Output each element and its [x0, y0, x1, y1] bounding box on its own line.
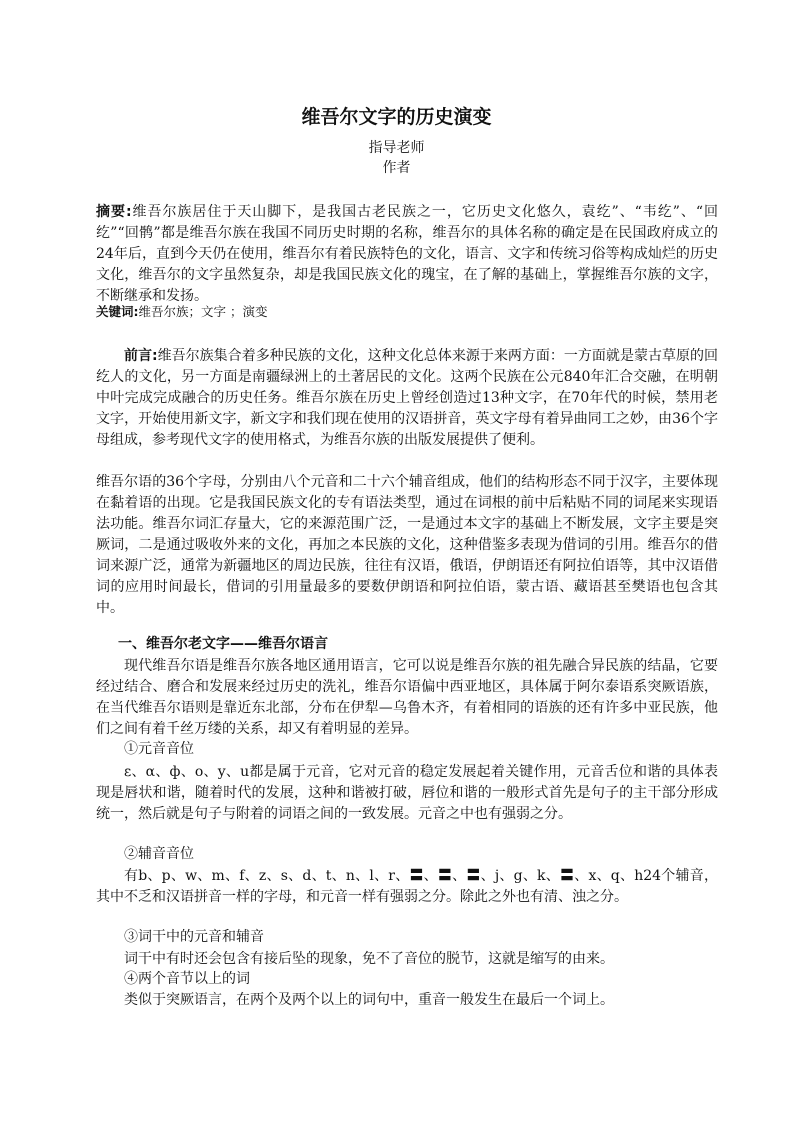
- advisor-line: 指导老师: [368, 140, 425, 156]
- preface-text: 维吾尔族集合着多种民族的文化，这种文化总体来源于来两方面：一方面就是蒙古草原的回纥人的文化，另一方面是南疆绿洲上的土著居民的文化。这两个民族在公元840年汇合交融，在明朝中叶完成完成融合的历史任务。维吾尔族在历史上曾经创造过13种文字，在70年代的时候，禁用老文字，开始使用新文字，新文字和我们现在使用的汉语拼音，英文字母有着异曲同工之妙，由36个字母组成，参考现代文字的使用格式，为维吾尔族的出版发展提供了便利。: [96, 348, 718, 448]
- abstract-label: 摘要:: [96, 204, 132, 220]
- item-heading-syllables: ④两个音节以上的词: [124, 971, 250, 987]
- preface-paragraph: [96, 346, 718, 451]
- keywords-line: [96, 303, 718, 321]
- item-text-consonants: 有b、p、w、m、f、z、s、d、t、n、l、r、〓、〓、〓、j、g、k、〓、x、q、h24个辅音，其中不乏和汉语拼音一样的字母，和元音一样有强弱之分。除此之外也有清、浊之分。: [96, 868, 718, 905]
- author-line: 作者: [382, 160, 411, 176]
- item-heading-stem: ③词干中的元音和辅音: [124, 929, 264, 945]
- keywords-label: 关键词:: [96, 304, 139, 319]
- item-text-vowels: ε、α、ф、o、y、u都是属于元音，它对元音的稳定发展起着关键作用，元音舌位和谐的具体表现是唇状和谐，随着时代的发展，这种和谐被打破，唇位和谐的一般形式首先是句子的主干部分形成统一，然后就是句子与附着的词语之间的一致发展。元音之中也有强弱之分。: [96, 764, 718, 822]
- body-paragraph: 维吾尔语的36个字母，分别由八个元音和二十六个辅音组成，他们的结构形态不同于汉字，主要体现在黏着语的出现。它是我国民族文化的专有语法类型，通过在词根的前中后粘贴不同的词尾来实现语法功能。维吾尔词汇存量大，它的来源范围广泛，一是通过本文字的基础上不断发展，文字主要是突厥词，二是通过吸收外来的文化，再加之本民族的文化，这种借鉴多表现为借词的引用。维吾尔的借词来源广泛，通常为新疆地区的周边民族，往往有汉语，俄语，伊朗语还有阿拉伯语等，其中汉语借词的应用时间最长，借词的引用量最多的要数伊朗语和阿拉伯语，蒙古语、藏语甚至樊语也包含其中。: [96, 474, 718, 616]
- item-heading-consonants: ②辅音音位: [124, 846, 194, 862]
- section-paragraph: 现代维吾尔语是维吾尔族各地区通用语言，它可以说是维吾尔族的祖先融合异民族的结晶，它要经过结合、磨合和发展来经过历史的洗礼，维吾尔语偏中西亚地区，具体属于阿尔泰语系突厥语族，在当代维吾尔语则是靠近东北部，分布在伊犁—乌鲁木齐，有着相同的语族的还有许多中亚民族，他们之间有着千丝万缕的关系，却又有着明显的差异。: [96, 658, 718, 737]
- item-text-stem: 词干中有时还会包含有接后坠的现象，免不了音位的脱节，这就是缩写的由来。: [124, 951, 614, 967]
- abstract-text: 维吾尔族居住于天山脚下，是我国古老民族之一，它历史文化悠久，袁纥”、“韦纥”、“回纥”“回鹘”都是维吾尔族在我国不同历史时期的名称，维吾尔的具体名称的确定是在民国政府成立的24年后，直到今天仍在使用，维吾尔有着民族特色的文化，语言、文字和传统习俗等构成灿烂的历史文化，维吾尔的文字虽然复杂，却是我国民族文化的瑰宝，在了解的基础上，掌握维吾尔族的文字，不断继承和发扬。: [96, 204, 718, 304]
- preface-label: 前言:: [124, 348, 158, 364]
- item-text-syllables: 类似于突厥语言，在两个及两个以上的词句中，重音一般发生在最后一个词上。: [124, 992, 614, 1008]
- keywords-text: 维吾尔族；文字 ；演变: [138, 304, 268, 319]
- item-heading-vowels: ①元音音位: [124, 741, 194, 757]
- section-heading: 一、维吾尔老文字——维吾尔语言: [118, 636, 328, 652]
- abstract-paragraph: [96, 202, 718, 307]
- document-title: 维吾尔文字的历史演变: [301, 106, 492, 128]
